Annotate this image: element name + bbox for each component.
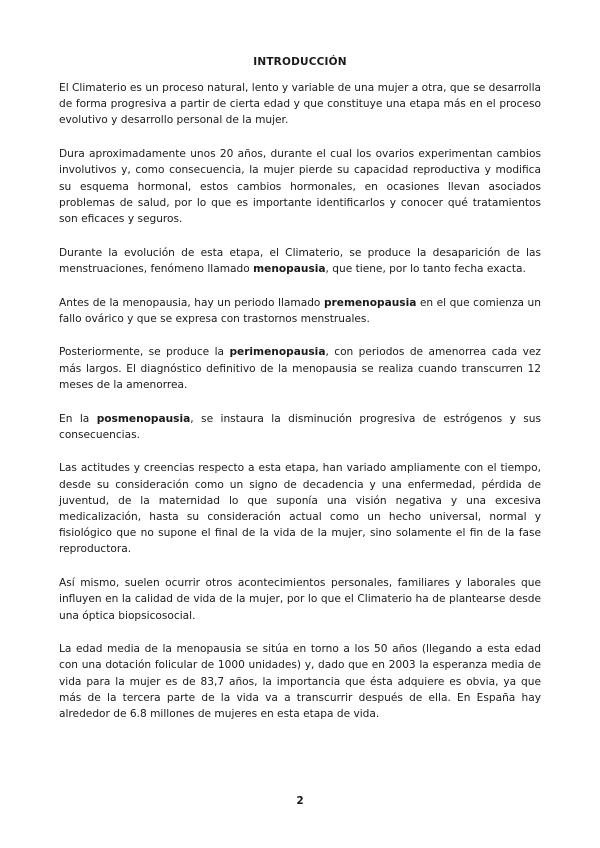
document-body	[59, 80, 541, 740]
term-menopausia: menopausia	[253, 262, 326, 275]
paragraph-4	[59, 295, 541, 327]
paragraph-3	[59, 245, 541, 277]
paragraph-text: Las actitudes y creencias respecto a esta etapa, han variado ampliamente con el tiempo, desde su consideración como un signo de decadencia y una enfermedad, pérdida de juventud, de la maternidad lo que suponía una visión negativa y una excesiva medicalización, hasta su consideración actual como un hecho universal, normal y fisiológico que no supone el final de la vida de la mujer, sino solamente el fin de la fase reproductora.	[59, 462, 541, 556]
paragraph-7	[59, 460, 541, 557]
paragraph-text: Así mismo, suelen ocurrir otros acontecimientos personales, familiares y laborales que influyen en la calidad de vida de la mujer, por lo que el Climaterio ha de plantearse desde una óptica biopsicosocial.	[59, 577, 541, 622]
paragraph-text: El Climaterio es un proceso natural, lento y variable de una mujer a otra, que se desarrolla de forma progresiva a partir de cierta edad y que constituye una etapa más en el proceso evolutivo y desarrollo personal de la mujer.	[59, 82, 541, 127]
paragraph-text: La edad media de la menopausia se sitúa en torno a los 50 años (llegando a esta edad con una dotación folicular de 1000 unidades) y, dado que en 2003 la esperanza media de vida para la mujer es de 83,7 años, la importancia que ésta adquiere es obvia, ya que más de la tercera parte de la vida va a transcurrir después de ella. En España hay alrededor de 6.8 millones de mujeres en esta etapa de vida.	[59, 643, 541, 721]
paragraph-5	[59, 344, 541, 393]
term-perimenopausia: perimenopausia	[229, 346, 326, 359]
paragraph-1	[59, 80, 541, 129]
paragraph-8	[59, 575, 541, 624]
paragraph-text: , con periodos de amenorrea cada vez más largos. El diagnóstico definitivo de la menopausia se realiza cuando transcurren 12 meses de la amenorrea.	[59, 346, 541, 391]
page-title: INTRODUCCIÓN	[253, 56, 347, 68]
paragraph-text: Antes de la menopausia, hay un periodo llamado	[59, 296, 324, 309]
term-posmenopausia: posmenopausia	[96, 412, 191, 425]
paragraph-text: en el que comienza un fallo ovárico y que se expresa con trastornos menstruales.	[59, 296, 541, 325]
term-premenopausia: premenopausia	[323, 296, 417, 309]
paragraph-6	[59, 411, 541, 443]
paragraph-text: Posteriormente, se produce la	[59, 346, 230, 359]
paragraph-text: , se instaura la disminución progresiva de estrógenos y sus consecuencias.	[59, 412, 542, 441]
paragraph-text: , que tiene, por lo tanto fecha exacta.	[325, 262, 526, 275]
page-number: 2	[296, 795, 304, 807]
paragraph-text: En la	[59, 412, 97, 425]
paragraph-2	[59, 146, 541, 227]
paragraph-text: Durante la evolución de esta etapa, el Climaterio, se produce la desaparición de las menstruaciones, fenómeno llamado	[59, 246, 541, 275]
paragraph-text: Dura aproximadamente unos 20 años, durante el cual los ovarios experimentan cambios involutivos y, como consecuencia, la mujer pierde su capacidad reproductiva y modifica su esquema hormonal, estos cambios hormonales, en ocasiones llevan asociados problemas de salud, por lo que es importante identificarlos y conocer qué tratamientos son eficaces y seguros.	[59, 148, 541, 225]
paragraph-9	[59, 641, 541, 722]
